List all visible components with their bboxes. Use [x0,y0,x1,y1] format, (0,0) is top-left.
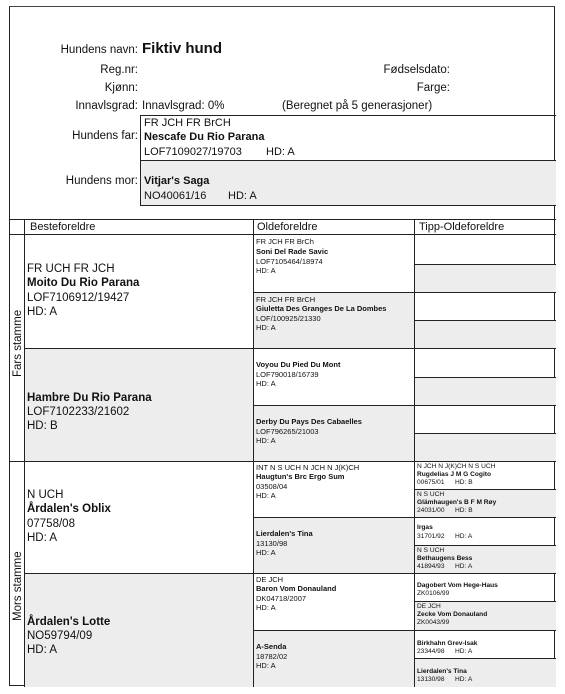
great-grandparent-2: FR JCH FR BrCH Giuletta Des Granges De La Dombes LOF/100925/21330 HD: A [254,292,414,348]
ggg-empty-2 [415,264,556,292]
dam-hd: HD: A [228,190,257,202]
dam-box [140,160,556,206]
color-label: Farge: [416,82,450,94]
col-great-great-grandparents: Tipp-Oldeforeldre [419,221,505,233]
sire-titles: FR JCH FR BrCH [144,117,231,129]
dam-side-label: Mors stamme [12,551,24,621]
great-grandparent-6: Lierdalen's Tina 13130/98 HD: A [254,517,414,573]
sex-label: Kjønn: [104,82,138,94]
great-great-grandparent-6: DE JCH Zecke Vom Donauland ZK0043/99 [415,601,556,630]
ggg-empty-3 [415,292,556,320]
great-great-grandparent-8: Lierdalen's Tina 13130/98 HD: A [415,658,556,687]
inbreeding-value: Innavlsgrad: 0% [142,100,225,112]
col-grandparents: Besteforeldre [30,221,96,233]
sire-hd: HD: A [266,146,295,158]
ggg-empty-1 [415,235,556,264]
dam-name: Vitjar's Saga [144,175,210,187]
great-grandparent-5: INT N S UCH N JCH N J(K)CH Haugtun's Brc Ergo Sum 03508/04 HD: A [254,461,414,517]
birthdate-label: Fødselsdato: [383,64,450,76]
great-great-grandparent-7: Birkhahn Grev-Isak 23344/98 HD: A [415,630,556,658]
great-grandparent-4: Derby Du Pays Des Cabaelles LOF796265/21003 HD: A [254,405,414,461]
sire-reg: LOF7109027/19703 [144,146,242,158]
great-grandparent-1: FR JCH FR BrCh Soni Del Rade Savic LOF7105464/18974 HD: A [256,237,329,275]
great-great-grandparent-2: N S UCH Glämhaugen's B F M Røy 24031/00 HD: B [415,489,556,517]
dam-label: Hundens mor: [65,175,138,187]
great-great-grandparent-1: N JCH N J(K)CH N S UCH Rugdelias J M G Cogito 00675/01 HD: B [415,461,556,489]
great-grandparent-8: A-Senda 18782/02 HD: A [254,630,414,687]
name-label: Hundens navn: [60,44,138,56]
col-great-grandparents: Oldeforeldre [257,221,318,233]
great-great-grandparent-3: Irgas 31701/92 HD: A [415,517,556,545]
grandparent-1: FR UCH FR JCH Moito Du Rio Parana LOF7106912/19427 HD: A [27,263,140,318]
regnr-label: Reg.nr: [100,64,138,76]
great-great-grandparent-5: Dagobert Vom Hege-Haus ZK0106/99 [415,573,556,601]
ggg-empty-6 [415,377,556,405]
sire-side-label: Fars stamme [12,309,24,377]
sire-label: Hundens far: [72,130,138,142]
pedigree-page [9,6,555,686]
dog-name: Fiktiv hund [142,40,222,57]
ggg-empty-8 [415,433,556,461]
grandparent-4: Årdalen's Lotte NO59794/09 HD: A [25,573,253,687]
dam-reg: NO40061/16 [144,190,207,202]
ggg-empty-4 [415,320,556,348]
inbreeding-label: Innavlsgrad: [75,100,138,112]
great-great-grandparent-4: N S UCH Bethaugens Bess 41894/93 HD: A [415,545,556,573]
ggg-empty-5 [415,348,556,377]
sire-box [140,115,556,161]
great-grandparent-3: Voyou Du Pied Du Mont LOF790018/16739 HD: A [254,348,414,405]
great-grandparent-7: DE JCH Baron Vom Donauland DK04718/2007 HD: A [254,573,414,630]
grandparent-3: N UCH Årdalen's Oblix 07758/08 HD: A [25,461,253,573]
ggg-empty-7 [415,405,556,433]
grandparent-2: Hambre Du Rio Parana LOF7102233/21602 HD: B [25,348,253,461]
inbreeding-note: (Beregnet på 5 generasjoner) [282,100,433,112]
sire-name: Nescafe Du Rio Parana [144,131,265,143]
